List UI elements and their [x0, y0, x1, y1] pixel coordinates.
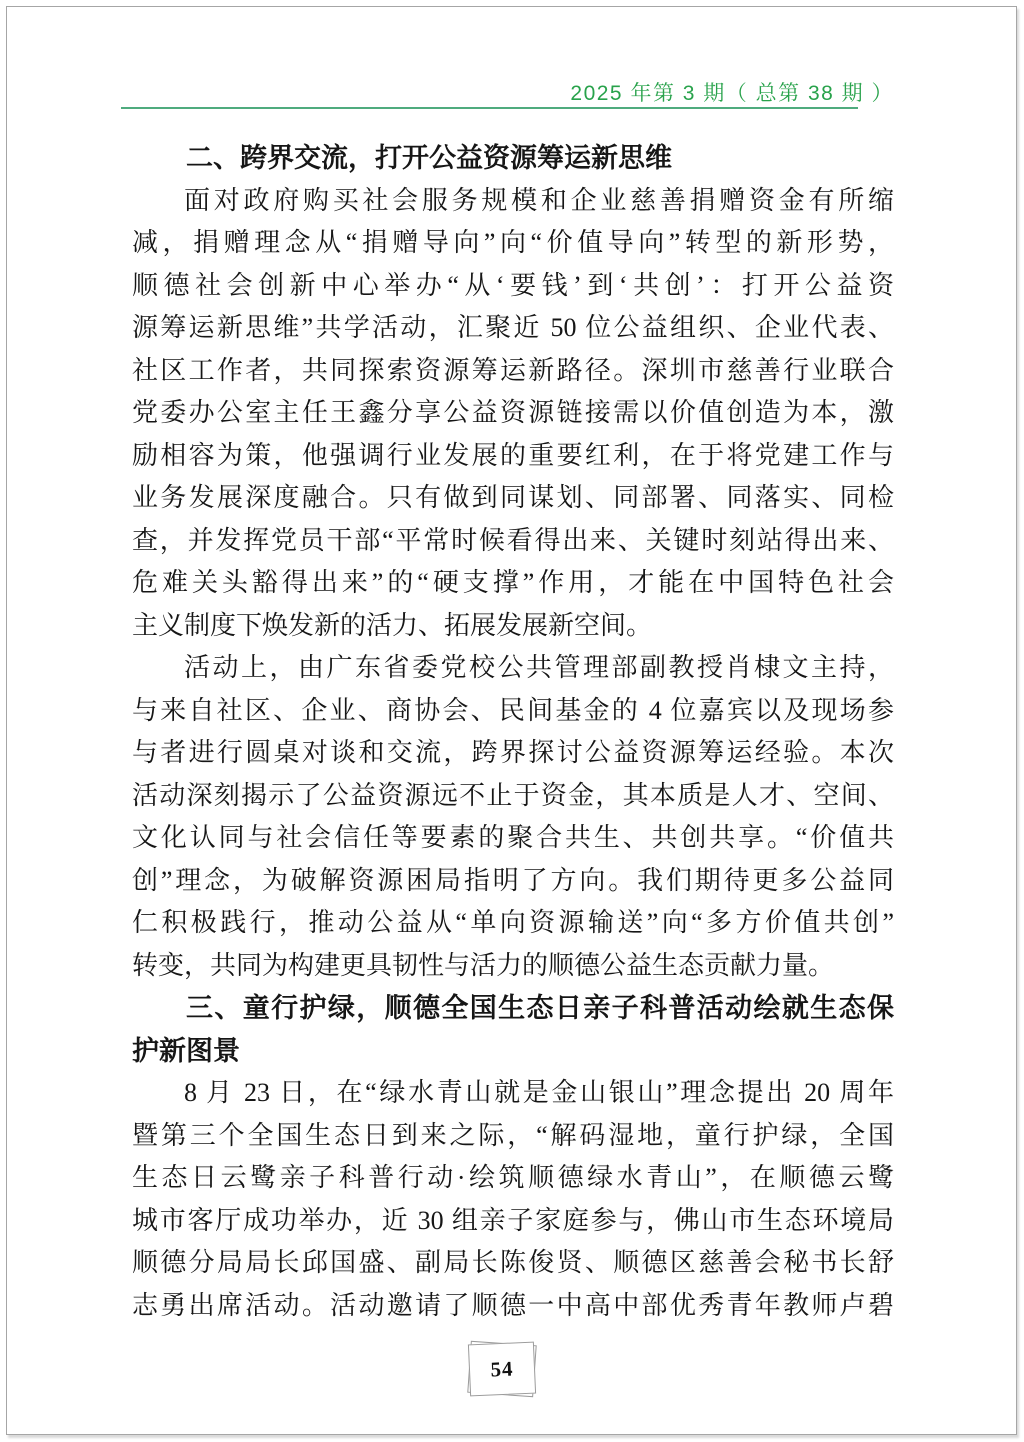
page-number: 54 [489, 1356, 514, 1381]
body-text-line: 暨第三个全国生态日到来之际，“解码湿地，童行护绿，全国 [132, 1120, 894, 1150]
page-number-box [468, 1342, 536, 1397]
body-text-line: 社区工作者，共同探索资源筹运新路径。深圳市慈善行业联合 [132, 355, 894, 385]
body-text-line: 顺德分局局长邱国盛、副局长陈俊贤、顺德区慈善会秘书长舒 [132, 1248, 894, 1277]
section-heading-line: 二、跨界交流，打开公益资源筹运新思维 [186, 143, 672, 173]
section-heading-line: 三、童行护绿，顺德全国生态日亲子科普活动绘就生态保 [186, 993, 894, 1023]
body-text-line: 业务发展深度融合。只有做到同谋划、同部署、同落实、同检 [132, 483, 894, 512]
body-text-line: 活动上，由广东省委党校公共管理部副教授肖棣文主持， [184, 653, 894, 682]
body-text-line: 8 月 23 日，在“绿水青山就是金山银山”理念提出 20 周年 [184, 1078, 894, 1107]
body-text-line: 励相容为策，他强调行业发展的重要红利，在于将党建工作与 [132, 440, 894, 470]
document-body [132, 137, 894, 1327]
body-text-line: 生态日云鹭亲子科普行动·绘筑顺德绿水青山”，在顺德云鹭 [132, 1163, 894, 1192]
body-text-line: 减，捐赠理念从“捐赠导向”向“价值导向”转型的新形势， [132, 228, 894, 257]
body-text-line: 志勇出席活动。活动邀请了顺德一中高中部优秀青年教师卢碧 [132, 1290, 894, 1320]
section-heading-line: 护新图景 [132, 1035, 240, 1066]
body-text-line: 顺德社会创新中心举办“从‘要钱’到‘共创’：打开公益资 [132, 270, 894, 300]
body-text-line: 创”理念，为破解资源困局指明了方向。我们期待更多公益同 [132, 865, 894, 895]
body-text-line: 源筹运新思维”共学活动，汇聚近 50 位公益组织、企业代表、 [132, 313, 894, 342]
body-text-line: 面对政府购买社会服务规模和企业慈善捐赠资金有所缩 [184, 185, 894, 215]
header-rule [121, 107, 858, 109]
body-text-line: 与者进行圆桌对谈和交流，跨界探讨公益资源筹运经验。本次 [132, 738, 894, 767]
body-text-line: 主义制度下焕发新的活力、拓展发展新空间。 [132, 610, 653, 640]
issue-label: 2025 年第 3 期（ 总第 38 期 ） [570, 82, 894, 105]
body-text-line: 党委办公室主任王鑫分享公益资源链接需以价值创造为本，激 [132, 398, 894, 427]
body-text-line: 活动深刻揭示了公益资源远不止于资金，其本质是人才、空间、 [132, 780, 894, 810]
body-text-line: 转变，共同为构建更具韧性与活力的顺德公益生态贡献力量。 [132, 950, 835, 980]
body-text-line: 与来自社区、企业、商协会、民间基金的 4 位嘉宾以及现场参 [132, 695, 894, 725]
page-number-ornament [469, 1343, 535, 1395]
body-text-line: 危难关头豁得出来”的“硬支撑”作用，才能在中国特色社会 [132, 568, 894, 597]
document-page [6, 6, 1017, 1435]
body-text-line: 查，并发挥党员干部“平常时候看得出来、关键时刻站得出来、 [132, 525, 894, 555]
body-text-line: 文化认同与社会信任等要素的聚合共生、共创共享。“价值共 [132, 823, 894, 852]
page-header [132, 77, 894, 107]
body-text-line: 城市客厅成功举办，近 30 组亲子家庭参与，佛山市生态环境局 [132, 1205, 894, 1235]
body-text-line: 仁积极践行，推动公益从“单向资源输送”向“多方价值共创” [132, 908, 894, 937]
